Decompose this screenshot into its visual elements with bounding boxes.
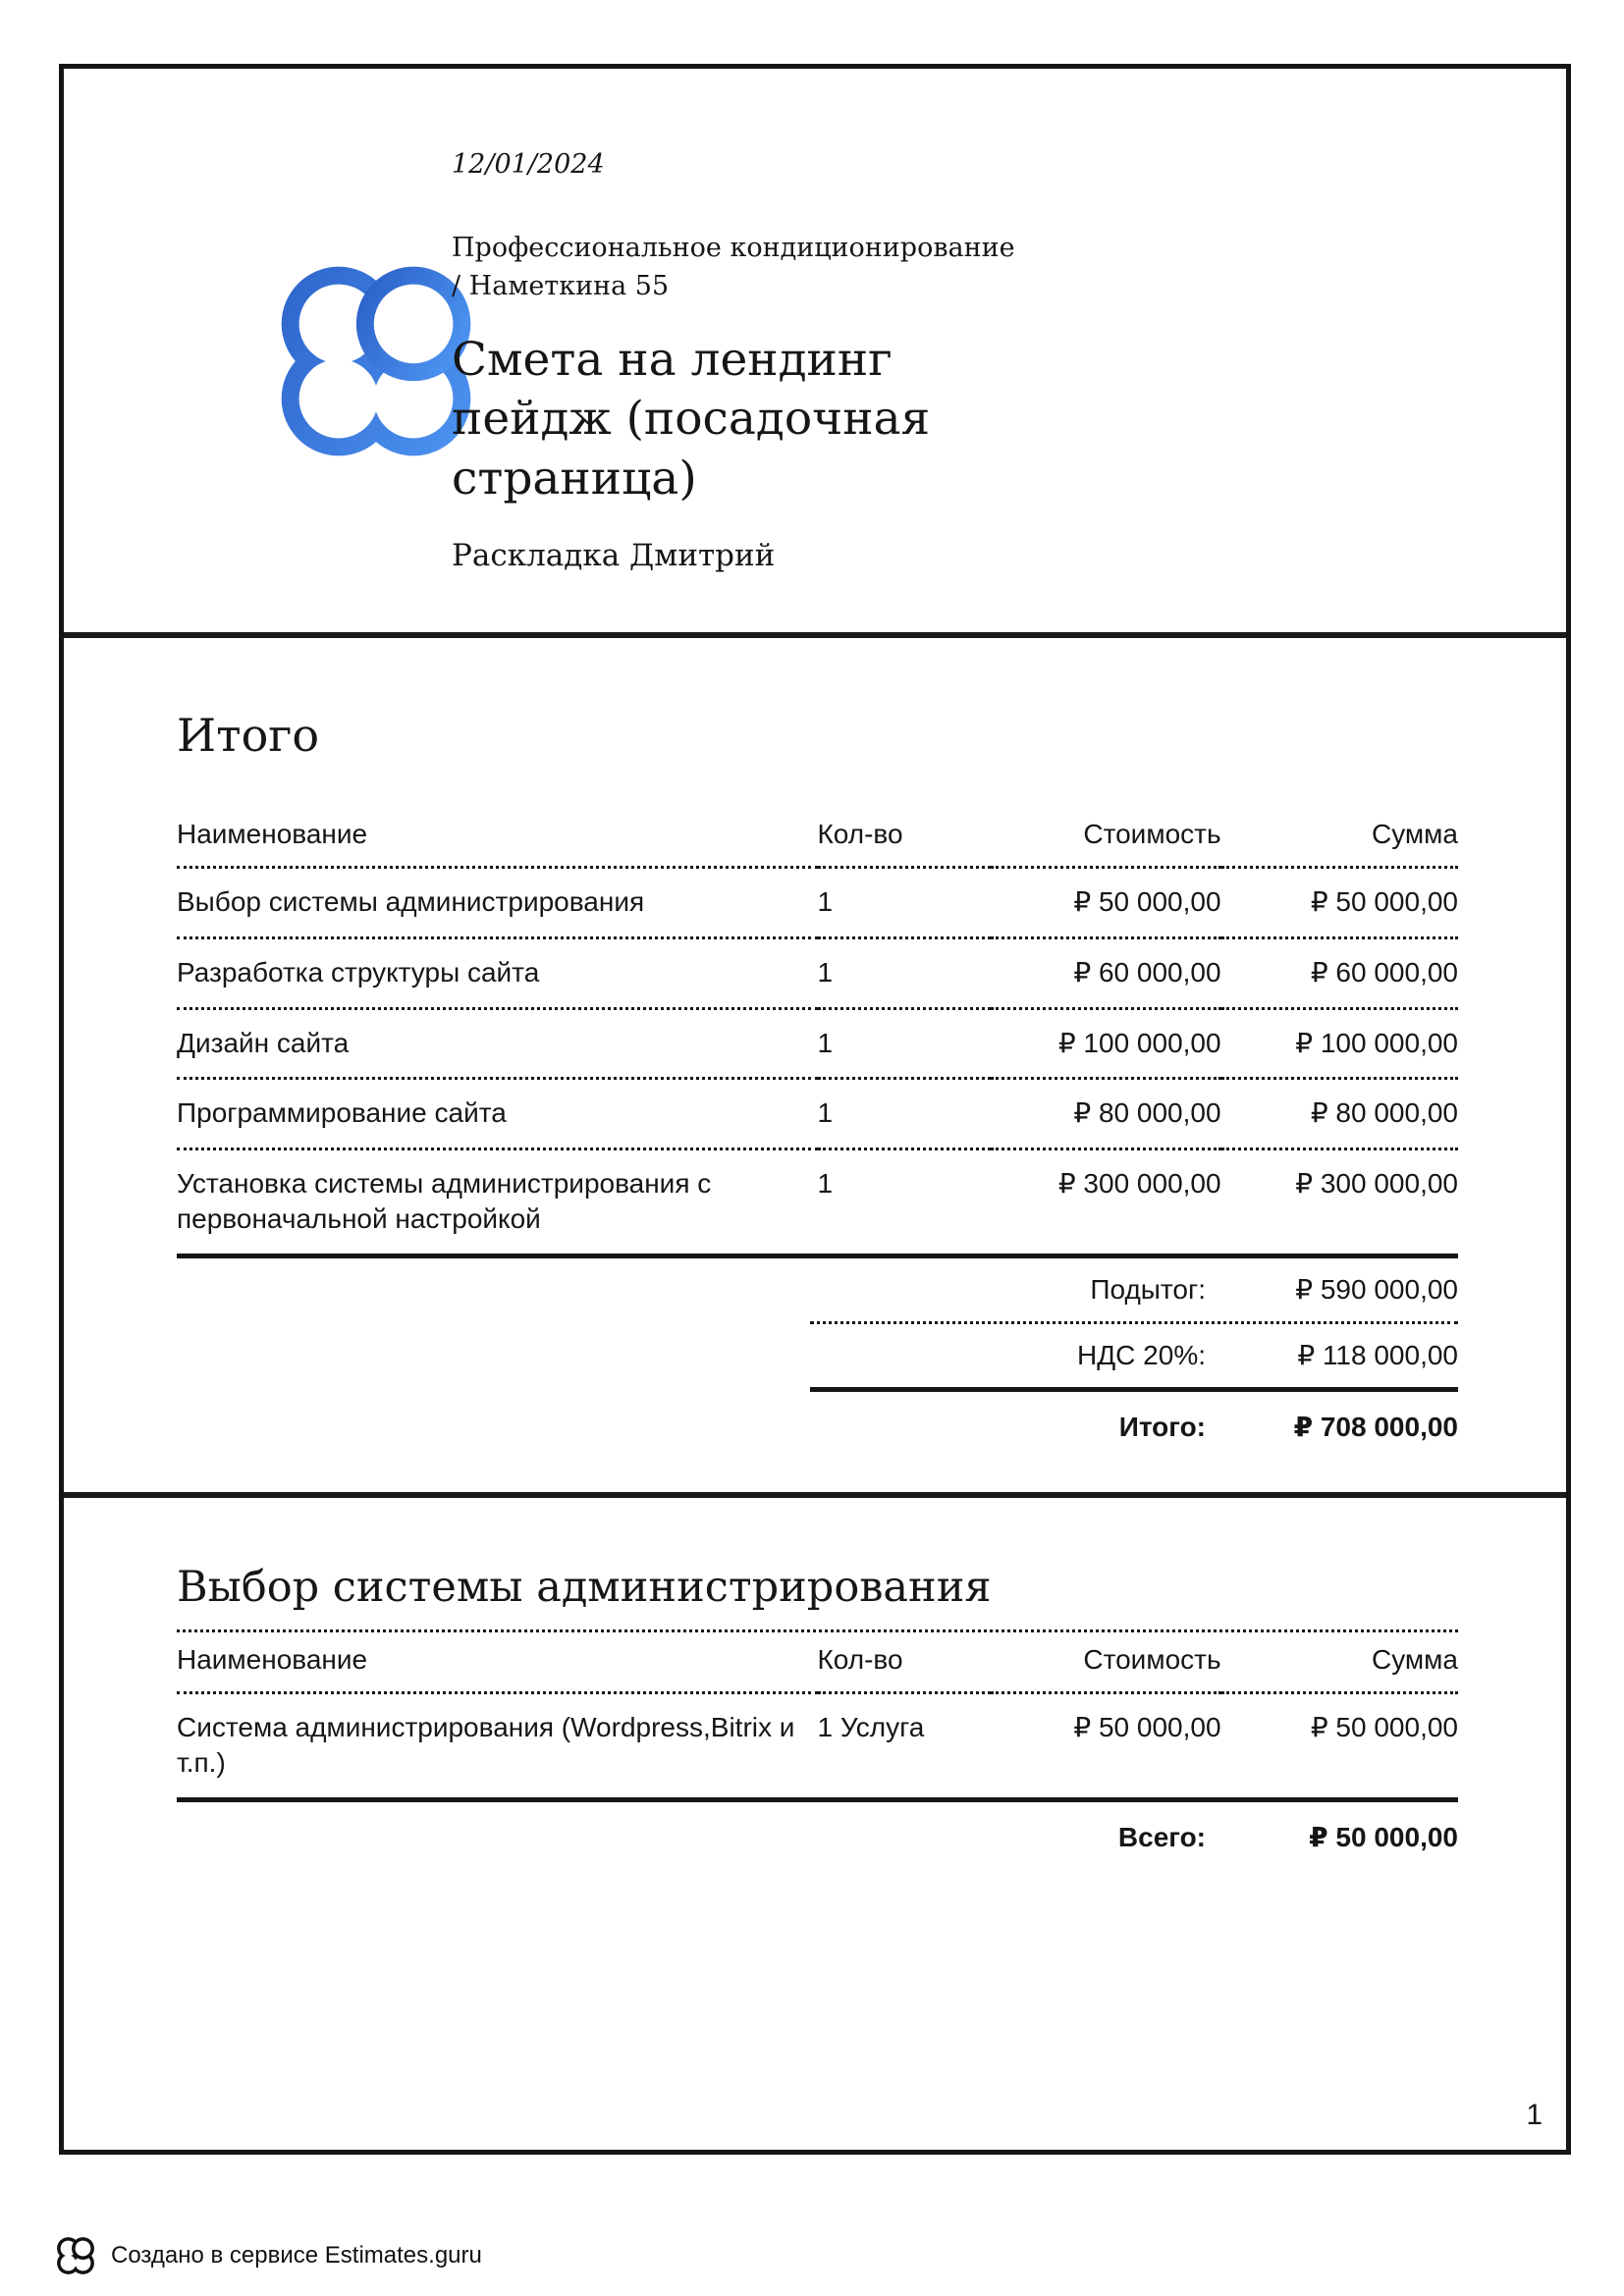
summary-table — [177, 807, 1458, 1258]
item-sum: ₽ 60 000,00 — [1221, 937, 1458, 1008]
item-qty: 1 — [818, 937, 991, 1008]
item-price: ₽ 60 000,00 — [991, 937, 1221, 1008]
table-row — [177, 1079, 1458, 1149]
grand-total-value: ₽ 708 000,00 — [1293, 1412, 1458, 1443]
column-header-price: Стоимость — [991, 807, 1221, 868]
company-name: Профессиональное кондиционирование / Наметкина 55 — [452, 233, 1015, 302]
item-sum: ₽ 100 000,00 — [1221, 1008, 1458, 1079]
column-header-qty: Кол-во — [818, 1632, 991, 1693]
footer-logo-icon — [54, 2234, 97, 2277]
detail-section — [64, 1498, 1566, 2134]
subtotal-row — [810, 1258, 1458, 1324]
item-qty: 1 — [818, 1149, 991, 1256]
subtotal-label: Подытог: — [1090, 1273, 1206, 1305]
column-header-name: Наименование — [177, 807, 818, 868]
table-row — [177, 1693, 1458, 1800]
item-price: ₽ 50 000,00 — [991, 868, 1221, 938]
document-title: Смета на лендинг пейдж (посадочная страница) — [452, 333, 931, 506]
document-header — [64, 69, 1566, 638]
detail-table — [177, 1632, 1458, 1802]
column-header-sum: Сумма — [1221, 1632, 1458, 1693]
column-header-name: Наименование — [177, 1632, 818, 1693]
item-sum: ₽ 50 000,00 — [1221, 868, 1458, 938]
page-border — [59, 64, 1571, 2155]
item-name: Программирование сайта — [177, 1079, 818, 1149]
item-qty: 1 — [818, 1008, 991, 1079]
footer — [54, 2226, 482, 2285]
item-qty: 1 — [818, 1079, 991, 1149]
section-total-label: Всего: — [1117, 1821, 1206, 1852]
section-total-value: ₽ 50 000,00 — [1309, 1822, 1458, 1853]
grand-total-row — [810, 1392, 1458, 1463]
item-name: Установка системы администрирования с первоначальной настройкой — [177, 1149, 818, 1256]
vat-label: НДС 20%: — [1076, 1339, 1206, 1370]
item-name: Дизайн сайта — [177, 1008, 818, 1079]
document-author: Раскладка Дмитрий — [452, 537, 776, 573]
subtotal-value: ₽ 590 000,00 — [1295, 1274, 1458, 1306]
item-price: ₽ 100 000,00 — [991, 1008, 1221, 1079]
header-text-block — [452, 149, 1051, 573]
section-total-row — [810, 1802, 1458, 1873]
item-price: ₽ 300 000,00 — [991, 1149, 1221, 1256]
item-sum: ₽ 50 000,00 — [1221, 1693, 1458, 1800]
item-name: Выбор системы администрирования — [177, 868, 818, 938]
document-date: 12/01/2024 — [452, 149, 605, 180]
item-sum: ₽ 300 000,00 — [1221, 1149, 1458, 1256]
item-price: ₽ 80 000,00 — [991, 1079, 1221, 1149]
column-header-sum: Сумма — [1221, 807, 1458, 868]
table-row — [177, 1008, 1458, 1079]
column-header-qty: Кол-во — [818, 807, 991, 868]
summary-section — [64, 638, 1566, 1498]
table-header-row — [177, 1632, 1458, 1693]
item-qty: 1 — [818, 868, 991, 938]
vat-row — [810, 1324, 1458, 1392]
detail-heading: Выбор системы администрирования — [177, 1563, 992, 1612]
table-row — [177, 1149, 1458, 1256]
summary-totals — [810, 1258, 1458, 1463]
table-row — [177, 937, 1458, 1008]
table-header-row — [177, 807, 1458, 868]
grand-total-label: Итого: — [1118, 1411, 1206, 1442]
footer-credit: Создано в сервисе Estimates.guru — [111, 2242, 482, 2269]
table-row — [177, 868, 1458, 938]
item-name: Разработка структуры сайта — [177, 937, 818, 1008]
column-header-price: Стоимость — [991, 1632, 1221, 1693]
detail-totals — [810, 1802, 1458, 1873]
item-price: ₽ 50 000,00 — [991, 1693, 1221, 1800]
vat-value: ₽ 118 000,00 — [1297, 1340, 1458, 1371]
item-name: Система администрирования (Wordpress,Bitrix и т.п.) — [177, 1693, 818, 1800]
summary-heading: Итого — [177, 709, 320, 762]
item-sum: ₽ 80 000,00 — [1221, 1079, 1458, 1149]
page-number: 1 — [1526, 2099, 1543, 2131]
item-qty: 1 Услуга — [818, 1693, 991, 1800]
